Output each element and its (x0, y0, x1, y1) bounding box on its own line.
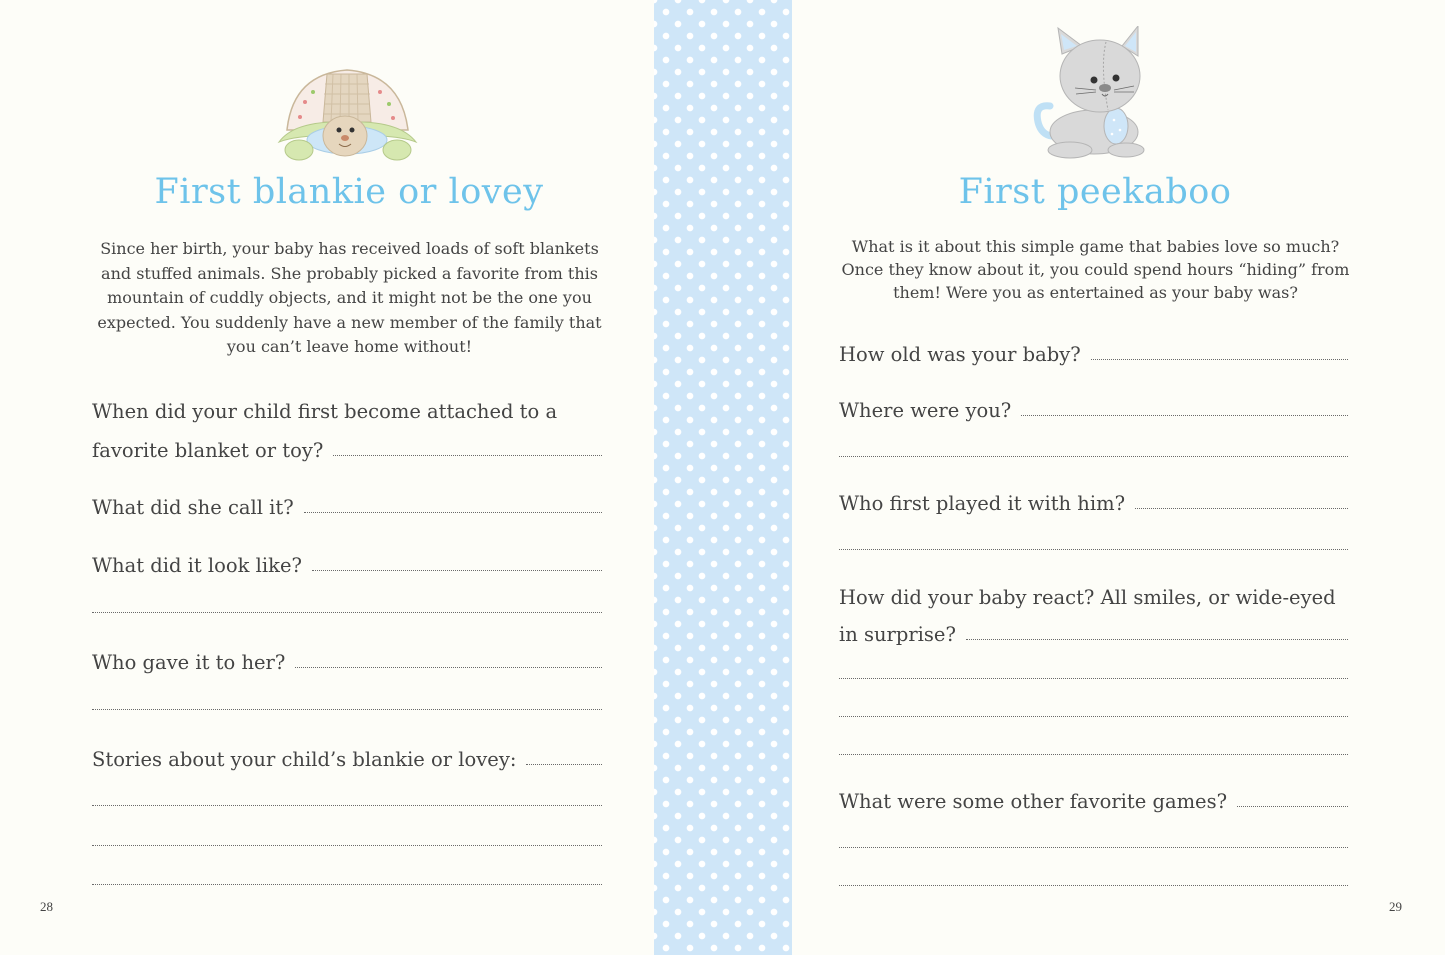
answer-line[interactable] (839, 754, 1348, 755)
answer-line[interactable] (92, 884, 602, 885)
answer-line[interactable] (839, 716, 1348, 717)
answer-line[interactable] (839, 549, 1348, 550)
answer-line[interactable] (92, 612, 602, 613)
answer-line[interactable] (92, 805, 602, 806)
answer-field[interactable] (304, 512, 602, 513)
polka-dot-spine (654, 0, 792, 955)
question-who: Who first played it with him? (839, 492, 1348, 515)
left-page (0, 0, 654, 955)
answer-field[interactable] (966, 639, 1348, 640)
answer-field[interactable] (526, 764, 602, 765)
answer-field[interactable] (1135, 508, 1348, 509)
answer-field[interactable] (1237, 806, 1348, 807)
question-react-line2: in surprise? (839, 623, 1348, 646)
question-games: What were some other favorite games? (839, 790, 1348, 813)
answer-field[interactable] (1091, 359, 1348, 360)
question-look: What did it look like? (92, 554, 602, 577)
question-stories: Stories about your child’s blankie or lovey: (92, 748, 602, 771)
answer-line[interactable] (839, 456, 1348, 457)
page-number: 28 (40, 899, 53, 914)
turtle-plush-icon (275, 62, 420, 162)
question-gave: Who gave it to her? (92, 651, 602, 674)
intro-paragraph: Since her birth, your baby has received loads of soft blankets and stuffed animals. She probably picked a favorite from this mountain of cuddly objects, and it might not be the one you expected. You suddenly have a new member of the family that you can’t leave home without! (97, 239, 602, 356)
answer-line[interactable] (92, 709, 602, 710)
answer-line[interactable] (839, 678, 1348, 679)
answer-line[interactable] (92, 845, 602, 846)
answer-field[interactable] (312, 570, 602, 571)
question-attached-line2: favorite blanket or toy? (92, 439, 602, 462)
question-age: How old was your baby? (839, 343, 1348, 366)
cat-plush-icon (1030, 26, 1160, 166)
page-title: First blankie or lovey (154, 172, 544, 212)
page-number: 29 (1389, 899, 1402, 914)
answer-line[interactable] (839, 847, 1348, 848)
answer-field[interactable] (295, 667, 602, 668)
right-page (792, 0, 1445, 955)
question-attached: When did your child first become attached to a (92, 400, 558, 423)
question-where: Where were you? (839, 399, 1348, 422)
question-react: How did your baby react? All smiles, or wide-eyed (839, 586, 1336, 609)
answer-field[interactable] (333, 455, 602, 456)
answer-field[interactable] (1021, 415, 1348, 416)
question-name: What did she call it? (92, 496, 602, 519)
page-title: First peekaboo (958, 172, 1232, 212)
intro-paragraph: What is it about this simple game that babies love so much? Once they know about it, you could spend hours “hiding” from them! Were you as entertained as your baby was? (841, 237, 1350, 302)
answer-line[interactable] (839, 885, 1348, 886)
